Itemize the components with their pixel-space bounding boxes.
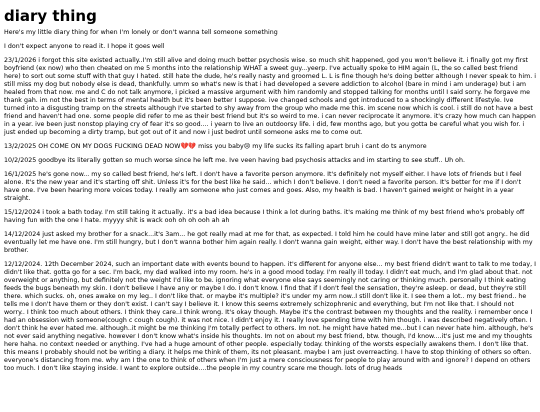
diary-entry-2025-01-16: 16/1/2025 he's gone now... my so called best friend, he's left. I don't have a favorite person anymore. It's definitely not myself either. I have lots of friends but I feel alone. It's the new year and it's starting off shit. Unless it's for the best like he said... which I don't believe. I don't need a favorite person. It's better for me if I don't have one. I've been hearing more voices today. I really am someone who just comes and goes. Also, my health is bad. I haven't gained weight or height in a year straight. xyxy=(4,171,522,202)
subintro-text: I don't expect anyone to read it. I hope it goes well xyxy=(4,43,165,50)
diary-entry-2024-12-15: 15/12/2024 i took a bath today. I'm still taking it actually.. it's a bad idea because I think a lot during baths. it's making me think of my best friend who's probably off having fun with the one I hate. myyyy shit is wack ooh oh oh ooh ah ah xyxy=(4,209,525,224)
diary-entry-2024-12-14: 14/12/2024 just asked my brother for a snack...it's 3am... he got really mad at me for that, as expected. I told him he could have mine later and still got angry.. he did eventually let me have one. I'm still hungry, but I don't wanna bother him again really. I don't wanna gain weight, either way. I don't have the best relationship with my brother. xyxy=(4,231,533,254)
diary-page xyxy=(0,7,540,373)
page-title: diary thing xyxy=(4,7,97,25)
diary-entry-2025-02-13: 13/2/2025 OH COME ON MY DOGS FUCKING DEAD NOW💔💔 miss you baby😢 my life sucks its falling apart bruh i cant do ts anymore xyxy=(4,143,427,150)
diary-entry-2026-01-23: 23/1/2026 i forgot this site existed actually..I'm still alive and doing much better psychosis wise. so much shit happened, god you won't believe it. i finally got my first boyfriend (ex now) who then cheated on me 5 months into the relationship WHAT a sweet guy...yeerp. I've actually spoke to HIM again (L, the so called best friend here) to sort out some stuff with that guy I hated. still hate the dude, he's really nasty and groomed L. L is fine though he's doing better although I never speak to him. i still miss my dog but nobody else is dead, thankfully. umm so what's new is that i had developed a severe addiction to alcohol (bare in mind i am underage) but i am healed from that now. me and C do not talk anymore, i picked a massive argument with him randomly and stopped talking for months until I said sorry. he forgave me thank gah. im not the best in terms of mental health but it's been better I suppose. ive changed schools and got introduced to a shockingly different lifestyle. Ive turned into a disgusting tramp on the streets although I've started to shy away from the group who made me this. im scene now which is cool. i still do not have a best friend and haven't had one. some people did refer to me as their best friend but it's so weird to me. i can never reciprocate it anymore. it's crazy how much can happen in a year. ive been just nonstop playing cry of fear it's so good.... i yearn to live an outdoorsy life. i did, few months ago, but you gotta be careful what you wish for. i just ended up becoming a dirty tramp, but got out of it and now i just bedrot until someone asks me to come out. xyxy=(4,57,536,136)
diary-entry-2025-02-10: 10/2/2025 goodbye its literally gotten so much worse since he left me. Ive veen having bad psychosis attacks and im starting to see stuff.. Uh oh. xyxy=(4,157,465,164)
diary-entry-2024-12-12: 12/12/2024. 12th December 2024, such an important date with events bound to happen. it's different for anyone else... my best friend didn't want to talk to me today, I didn't like that. gotta go for a sec. I'm back, my dad walked into my room. he's in a good mood today. I'm really ill today. I didn't eat much, and I'm glad about that. not overweight or anything, but definitely not the weight I'd like to be. ignoring what everyone else says seemingly not caring or thinking much. personally I think eating feeds the bugs beneath my skin. I don't believe I have any or maybe I do. I don't know. I find that if I don't feel the sensation, they're asleep. or dead, but they're still there. which sucks. oh, ones awake on my leg.. I don't like that. or maybe it's multiple? it's under my arm now..I still don't like it. I see them a lot.. my best friend.. he tells me I don't have them or they don't exist. I can't say I believe it. I know this seems extremely schizophrenic and everything, but I'm not like that. I should not worry.. I think too much about others. I think they care..I think wrong. It's okay though. Maybe it's the contrast between my thoughts and the reality. i remember once I had an obsession with someone(cough c cough cough). it was not nice. I didn't enjoy it. I really love spending time with him though. i was described negatively often. I don't think he ever hated me. although..it might be me thinking I'm totally perfect to others. Im not. he might have hated me...but I can never hate him. although, he's not ever said anything negative. however I don't know what's inside his thoughts. Im not on about my best friend, btw. though, I'd know....it's just me and my thoughts here haha. no context needed or anything. I've had a huge amount of other people. especially today. thinking of the worsts especially awakens them. I don't like that. this means I probably should not be writing a diary. it helps me think of them, its not pleasant. maybe I am just overreacting. I have to stop thinking of others so often. everyone's distancing from me. why am I the one to think of others when I'm just a mere consciousness for people to play around with and ignore? I depend on others too much. I don't like staying inside. I want to explore outside....the people in my country scare me though. lots of drug heads xyxy=(4,261,536,372)
intro-text: Here's my little diary thing for when I'm lonely or don't wanna tell someone something xyxy=(4,29,278,36)
